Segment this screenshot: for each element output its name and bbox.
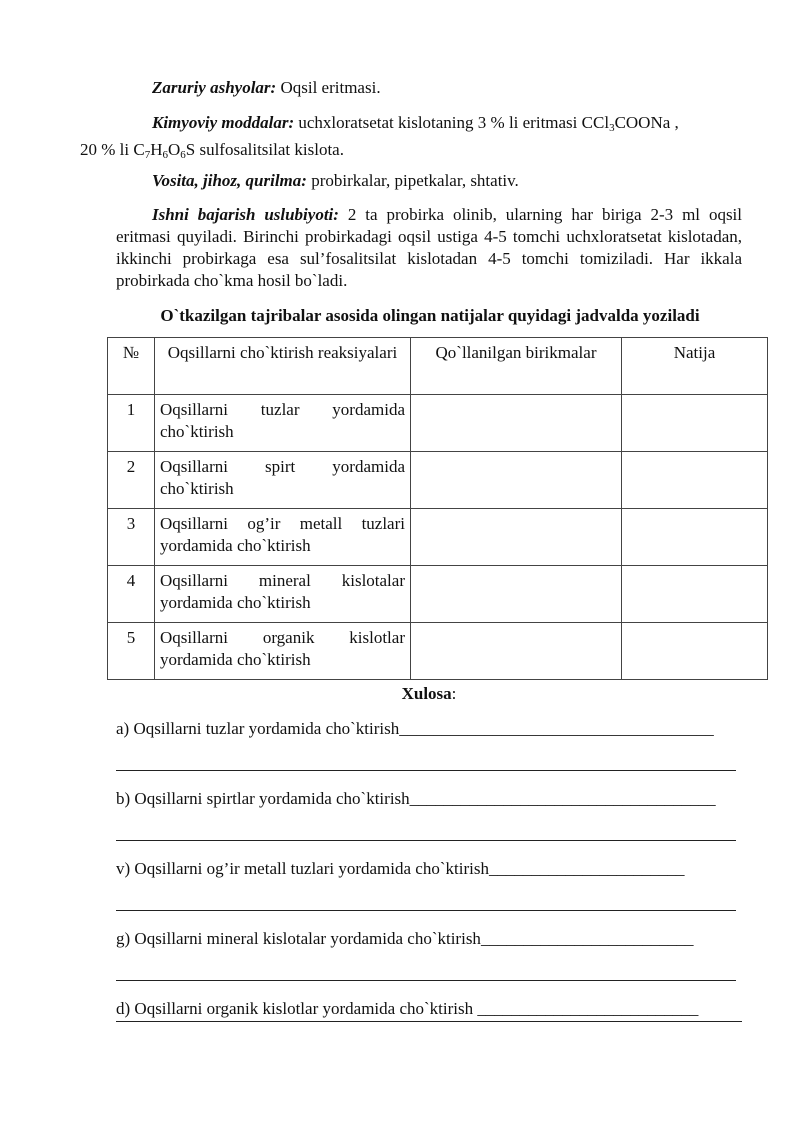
materials-paragraph bbox=[116, 77, 742, 99]
row-result-cell[interactable] bbox=[622, 623, 768, 680]
chemicals-text-a: uchxloratsetat kislotaning 3 % li eritmasi CCl bbox=[294, 113, 610, 132]
chemicals-sub-c3: 6 bbox=[180, 149, 186, 161]
chemicals-text-c: 20 % li C bbox=[80, 140, 145, 159]
header-number: № bbox=[108, 338, 155, 395]
chemicals-text-b: COONa , bbox=[614, 113, 679, 132]
row-reaction: Oqsillarni og’ir metall tuzlari yordamida cho`ktirish bbox=[155, 509, 411, 566]
row-reaction: Oqsillarni spirt yordamida cho`ktirish bbox=[155, 452, 411, 509]
fill-line: ____________________________________ bbox=[409, 789, 716, 808]
row-number: 2 bbox=[108, 452, 155, 509]
conclusion-heading bbox=[116, 683, 742, 705]
row-compounds-cell[interactable] bbox=[411, 623, 622, 680]
row-result-cell[interactable] bbox=[622, 509, 768, 566]
blank-answer-line[interactable] bbox=[116, 770, 736, 771]
row-compounds-cell[interactable] bbox=[411, 452, 622, 509]
results-table bbox=[107, 337, 768, 680]
conclusion-colon: : bbox=[451, 684, 457, 703]
conclusion-item-label: v) Oqsillarni og’ir metall tuzlari yordamida cho`ktirish bbox=[116, 859, 489, 878]
header-result: Natija bbox=[622, 338, 768, 395]
row-number: 4 bbox=[108, 566, 155, 623]
method-text: 2 ta probirka olinib, ularning har biriga 2-3 ml oqsil eritmasi quyiladi. Birinchi probirkadagi oqsil ustiga 4-5 tomchi uchxloratsetat kislotadan, ikkinchi probirkaga esa sul’fosalitsilat kislotadan 4-5 tomchi tomiziladi. Har ikkala probirkada cho`kma hosil bo`ladi. bbox=[116, 205, 743, 290]
conclusion-item-b[interactable] bbox=[116, 788, 742, 810]
conclusion-item-label: g) Oqsillarni mineral kislotalar yordamida cho`ktirish bbox=[116, 929, 481, 948]
row-reaction: Oqsillarni tuzlar yordamida cho`ktirish bbox=[155, 395, 411, 452]
conclusion-item-label: b) Oqsillarni spirtlar yordamida cho`ktirish bbox=[116, 789, 410, 808]
equipment-label: Vosita, jihoz, qurilma: bbox=[152, 171, 307, 190]
row-number: 5 bbox=[108, 623, 155, 680]
fill-line: _________________________ bbox=[480, 929, 694, 948]
chemicals-label: Kimyoviy moddalar: bbox=[152, 113, 295, 132]
table-title: O`tkazilgan tajribalar asosida olingan natijalar quyidagi jadvalda yoziladi bbox=[160, 306, 700, 325]
chemicals-sub-c1: 7 bbox=[144, 149, 151, 161]
blank-answer-line[interactable] bbox=[116, 910, 736, 911]
header-reaction: Oqsillarni cho`ktirish reaksiyalari bbox=[155, 338, 411, 395]
method-paragraph bbox=[116, 204, 742, 292]
row-compounds-cell[interactable] bbox=[411, 566, 622, 623]
row-reaction: Oqsillarni mineral kislotalar yordamida cho`ktirish bbox=[155, 566, 411, 623]
conclusion-item-a[interactable] bbox=[116, 718, 742, 740]
blank-answer-line[interactable] bbox=[116, 980, 736, 981]
conclusion-item-g[interactable] bbox=[116, 928, 742, 950]
chemicals-paragraph bbox=[80, 112, 742, 166]
equipment-text: probirkalar, pipetkalar, shtativ. bbox=[306, 171, 519, 190]
method-label: Ishni bajarish uslubiyoti: bbox=[152, 205, 339, 224]
fill-line: _____________________________________ bbox=[399, 719, 714, 738]
table-row bbox=[108, 509, 768, 566]
conclusion-item-label: d) Oqsillarni organik kislotlar yordamida cho`ktirish bbox=[116, 999, 478, 1018]
materials-label: Zaruriy ashyolar: bbox=[152, 78, 277, 97]
table-row bbox=[108, 623, 768, 680]
equipment-paragraph bbox=[116, 170, 742, 192]
conclusion-item-v[interactable] bbox=[116, 858, 742, 880]
table-row bbox=[108, 566, 768, 623]
conclusion-item-d[interactable] bbox=[116, 998, 742, 1022]
table-row bbox=[108, 395, 768, 452]
row-number: 3 bbox=[108, 509, 155, 566]
row-number: 1 bbox=[108, 395, 155, 452]
row-result-cell[interactable] bbox=[622, 566, 768, 623]
chemicals-text-c2: H bbox=[150, 140, 163, 159]
chemicals-sub-a: 3 bbox=[609, 122, 615, 134]
chemicals-text-c4: S sulfosalitsilat kislota. bbox=[185, 140, 344, 159]
header-compounds: Qo`llanilgan birikmalar bbox=[411, 338, 622, 395]
row-result-cell[interactable] bbox=[622, 395, 768, 452]
conclusion-item-label: a) Oqsillarni tuzlar yordamida cho`ktirish bbox=[116, 719, 400, 738]
row-result-cell[interactable] bbox=[622, 452, 768, 509]
table-row bbox=[108, 452, 768, 509]
table-header-row bbox=[108, 338, 768, 395]
fill-line: _______________________ bbox=[488, 859, 685, 878]
blank-answer-line[interactable] bbox=[116, 840, 736, 841]
chemicals-sub-c2: 6 bbox=[162, 149, 168, 161]
chemicals-text-c3: O bbox=[167, 140, 181, 159]
fill-line: __________________________ bbox=[477, 999, 699, 1018]
conclusion-title: Xulosa bbox=[401, 684, 452, 703]
row-compounds-cell[interactable] bbox=[411, 395, 622, 452]
row-reaction: Oqsillarni organik kislotlar yordamida cho`ktirish bbox=[155, 623, 411, 680]
row-compounds-cell[interactable] bbox=[411, 509, 622, 566]
materials-text: Oqsil eritmasi. bbox=[276, 78, 381, 97]
